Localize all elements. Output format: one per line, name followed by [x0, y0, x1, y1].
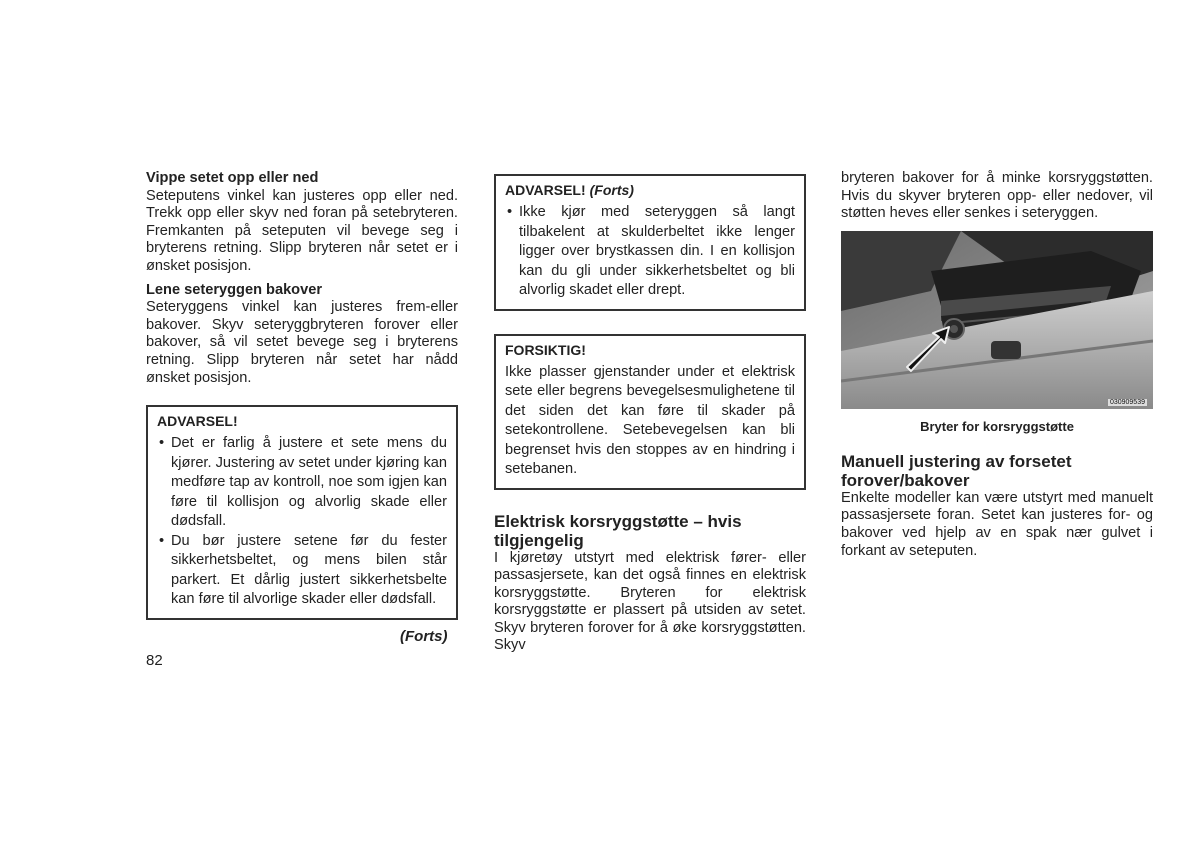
middle-column	[494, 174, 806, 655]
seat-illustration	[841, 231, 1153, 409]
caution-title: FORSIKTIG!	[505, 341, 586, 358]
tilt-paragraph: Seteputens vinkel kan justeres opp eller ned. Trekk opp eller skyv ned foran på setebryteren. Fremkanten på seteputen vil bevege seg i bryterens retning. Slipp bryteren når setet er i ønsket posisjon.	[146, 187, 458, 274]
warning-continued-suffix: (Forts)	[589, 182, 634, 198]
caution-box	[494, 334, 806, 490]
section-heading-lumbar: Elektrisk korsryggstøtte – hvis tilgjengelig	[494, 511, 742, 550]
section-heading-recline: Lene seteryggen bakover	[146, 281, 323, 298]
caution-text: Ikke plasser gjenstander under et elektrisk sete eller begrens bevegelsesmulighetene til det siden det kan føre til skader på setekontrollene. Setebevegelsen kan bli begrenset hvis den stoppes av en hindring i setebanen.	[505, 363, 795, 477]
right-column	[841, 170, 1153, 560]
warning-title: ADVARSEL!	[157, 413, 238, 430]
left-column	[146, 170, 458, 620]
lumbar-paragraph: I kjøretøy utstyrt med elektrisk fører- eller passasjersete, kan det også finnes en elektrisk korsryggstøtte. Bryteren for elektrisk korsryggstøtte er plassert på utsiden av setet. Skyv bryteren forover for å øke korsryggstøtten. Skyv	[494, 549, 806, 654]
warning-list	[157, 434, 447, 610]
warning-item: • Ikke kjør med seteryggen så langt tilbakelent at skulderbeltet ikke lenger ligger over brystkassen din. I en kollisjon kan du gli under sikkerhetsbeltet og bli alvorlig skadet eller drept.	[505, 203, 795, 301]
warning-item: • Du bør justere setene før du fester sikkerhetsbeltet, og mens bilen står parkert. Et dårlig justert sikkerhetsbelte kan føre til alvorlige skader eller dødsfall.	[157, 532, 447, 610]
warning-box	[146, 405, 458, 620]
lumbar-switch-photo	[841, 231, 1153, 409]
photo-caption: Bryter for korsryggstøtte	[920, 418, 1074, 434]
warning-item: • Det er farlig å justere et sete mens du kjører. Justering av setet under kjøring kan medføre tap av kontroll, noe som igjen kan føre til kollisjon og alvorlig skade eller dødsfall.	[157, 434, 447, 532]
photo-code: 030909539	[1109, 398, 1145, 406]
warning-continued-list	[505, 203, 795, 301]
section-heading-tilt: Vippe setet opp eller ned	[146, 170, 319, 186]
manual-paragraph: Enkelte modeller kan være utstyrt med manuelt passasjersete foran. Setet kan justeres for- og bakover ved hjelp av en spak nær gulvet i forkant av seteputen.	[841, 489, 1153, 559]
warning-continued-title-text: ADVARSEL!	[505, 182, 586, 198]
page-number: 82	[146, 652, 163, 669]
continued-label: (Forts)	[400, 628, 448, 645]
recline-paragraph: Seteryggens vinkel kan justeres frem-eller bakover. Skyv seteryggbryteren forover eller bakover, så vil setet bevege seg i bryterens retning. Slipp bryteren når setet har nådd ønsket posisjon.	[146, 299, 458, 386]
lumbar-paragraph-cont: bryteren bakover for å minke korsryggstøtten. Hvis du skyver bryteren opp- eller nedover, vil støtten heves eller senkes i seteryggen.	[841, 170, 1153, 222]
warning-continued-box	[494, 174, 806, 311]
warning-continued-title	[505, 182, 795, 199]
section-heading-manual: Manuell justering av forsetet forover/bakover	[841, 451, 1072, 490]
